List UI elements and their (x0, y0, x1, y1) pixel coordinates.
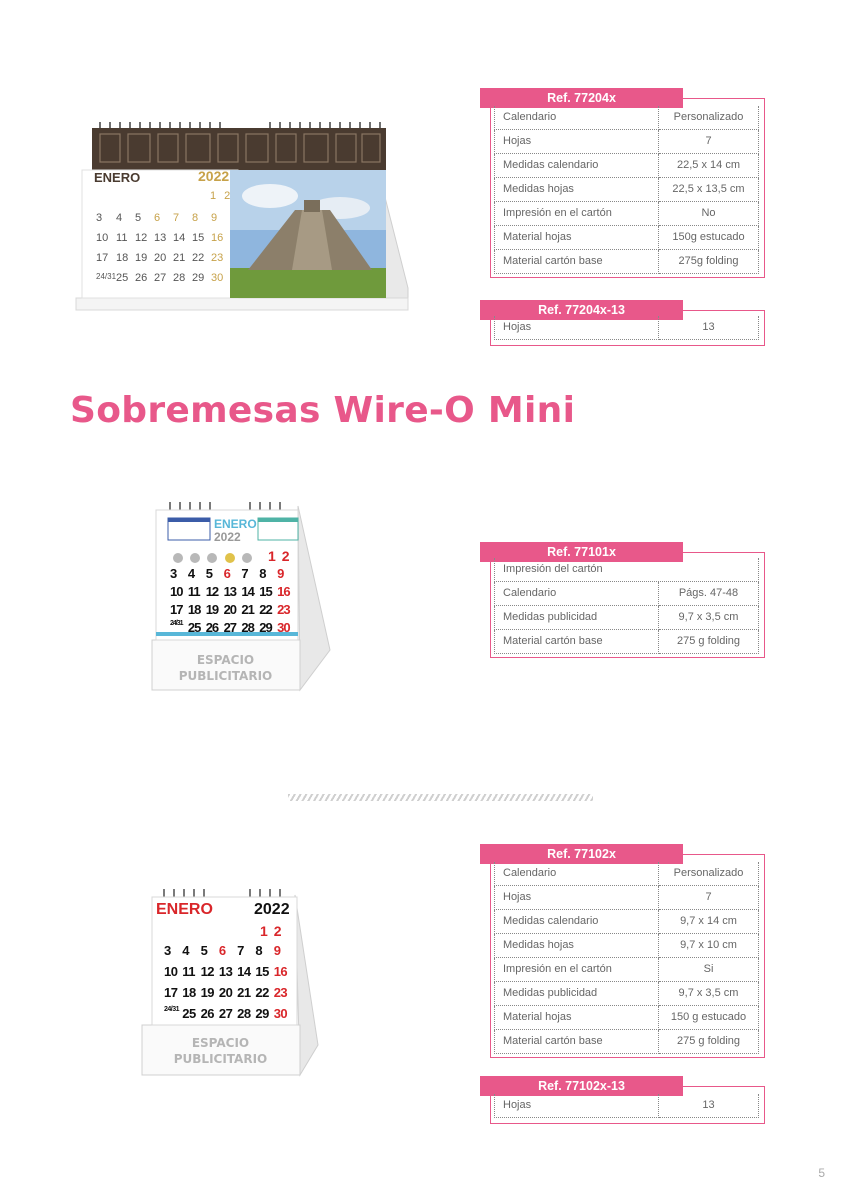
calendar-month: ENERO (94, 170, 141, 185)
spec-label: Material cartón base (494, 630, 659, 654)
day: 13 (154, 232, 167, 244)
day: 4 (182, 943, 190, 958)
day: 28 (241, 620, 254, 635)
day: 15 (259, 584, 272, 599)
spec-ref-label: Ref. 77102x (480, 844, 683, 864)
spec-rows (494, 1094, 759, 1118)
spec-row (494, 130, 759, 154)
day: 30 (273, 1006, 288, 1021)
calendar-days-grid (164, 943, 292, 1021)
day: 15 (192, 232, 205, 244)
spec-rows (494, 106, 759, 274)
day-merged: 24/31 (164, 1006, 180, 1013)
day: 22 (259, 602, 272, 617)
day: 26 (135, 272, 148, 284)
spec-label: Calendario (494, 582, 659, 606)
day-merged: 24/31 (96, 272, 117, 281)
spec-value: 150 g estucado (659, 1006, 759, 1030)
spec-value: 13 (659, 316, 759, 340)
spec-row (494, 934, 759, 958)
day: 11 (116, 232, 128, 244)
spec-label: Impresión en el cartón (494, 202, 659, 226)
spec-value: 9,7 x 10 cm (659, 934, 759, 958)
spec-value: 7 (659, 886, 759, 910)
spec-row (494, 202, 759, 226)
spec-table-77204x (480, 88, 765, 278)
spec-value: 13 (659, 1094, 759, 1118)
day: 12 (205, 584, 219, 599)
spec-rows (494, 316, 759, 340)
ad-line-2: PUBLICITARIO (173, 1052, 268, 1066)
spec-table-77102x-13 (480, 1076, 765, 1124)
day: 12 (200, 964, 215, 979)
day: 20 (154, 252, 167, 264)
day: 26 (200, 1006, 215, 1021)
day: 5 (205, 566, 212, 581)
day: 29 (192, 272, 205, 284)
day: 10 (96, 232, 109, 244)
day: 9 (211, 212, 218, 224)
spec-row (494, 178, 759, 202)
spec-label: Medidas hojas (494, 178, 659, 202)
spec-row (494, 226, 759, 250)
calendar-year: 2022 (214, 530, 241, 544)
day: 30 (277, 620, 290, 635)
spec-label: Hojas (494, 316, 659, 340)
day: 13 (223, 584, 237, 599)
day-merged: 24/31 (170, 620, 183, 627)
spec-row (494, 886, 759, 910)
spec-label: Hojas (494, 886, 659, 910)
spec-value: Personalizado (659, 106, 759, 130)
day: 27 (154, 272, 167, 284)
day: 23 (273, 985, 288, 1000)
day-1: 1 (268, 548, 276, 564)
spec-value: No (659, 202, 759, 226)
spec-label: Material hojas (494, 226, 659, 250)
day: 4 (116, 212, 123, 224)
day: 16 (277, 584, 290, 599)
section-divider (288, 794, 593, 801)
day: 14 (241, 584, 254, 599)
day: 9 (273, 943, 281, 958)
day: 14 (237, 964, 251, 979)
calendar-days-row-1 (260, 923, 282, 939)
calendar-month: ENERO (214, 517, 257, 531)
spec-row (494, 630, 759, 654)
day: 28 (237, 1006, 251, 1021)
day-2: 2 (281, 548, 290, 564)
day: 8 (255, 943, 263, 958)
spec-label: Material cartón base (494, 250, 659, 274)
day: 19 (135, 252, 148, 264)
day: 21 (241, 602, 254, 617)
day: 16 (211, 232, 224, 244)
day: 23 (211, 252, 224, 264)
calendar-year: 2022 (254, 901, 290, 918)
advertising-space-label (148, 1035, 293, 1067)
spec-label: Hojas (494, 1094, 659, 1118)
spec-row (494, 316, 759, 340)
day: 11 (187, 584, 200, 599)
spec-row (494, 582, 759, 606)
spec-table-77102x (480, 844, 765, 1058)
spec-ref-label: Ref. 77101x (480, 542, 683, 562)
day: 6 (154, 212, 161, 224)
day: 25 (116, 272, 129, 284)
calendar-days-grid (170, 566, 295, 635)
day: 22 (255, 985, 269, 1000)
spec-row (494, 106, 759, 130)
spec-value: 275 g folding (659, 630, 759, 654)
day: 9 (277, 566, 284, 581)
spec-label: Medidas publicidad (494, 982, 659, 1006)
spec-value: 275g folding (659, 250, 759, 274)
calendar-days-row-1 (268, 548, 290, 564)
spec-label: Material cartón base (494, 1030, 659, 1054)
day: 7 (237, 943, 244, 958)
calendar-month: ENERO (156, 901, 213, 918)
page-number: 5 (818, 1166, 825, 1180)
advertising-space-label (158, 652, 293, 684)
day: 15 (255, 964, 269, 979)
day: 8 (192, 212, 199, 224)
day: 3 (164, 943, 171, 958)
day: 4 (187, 566, 195, 581)
spec-label: Medidas calendario (494, 910, 659, 934)
spec-label: Impresión en el cartón (494, 958, 659, 982)
day: 18 (187, 602, 201, 617)
day: 18 (182, 985, 196, 1000)
spec-label: Medidas calendario (494, 154, 659, 178)
spec-label: Material hojas (494, 1006, 659, 1030)
spec-row (494, 606, 759, 630)
day: 28 (173, 272, 186, 284)
day: 21 (173, 252, 186, 264)
spec-label: Impresión del cartón (494, 558, 759, 582)
spec-rows (494, 558, 759, 654)
spec-row (494, 862, 759, 886)
spec-row (494, 1006, 759, 1030)
spec-ref-label: Ref. 77102x-13 (480, 1076, 683, 1096)
day: 17 (170, 602, 183, 617)
day: 6 (223, 566, 230, 581)
day: 29 (259, 620, 272, 635)
section-title: Sobremesas Wire-O Mini (70, 390, 576, 431)
day: 27 (223, 620, 237, 635)
day: 10 (170, 584, 183, 599)
spec-value: 275 g folding (659, 1030, 759, 1054)
spec-label: Medidas hojas (494, 934, 659, 958)
day: 14 (173, 232, 186, 244)
day: 27 (218, 1006, 233, 1021)
spec-value: Si (659, 958, 759, 982)
calendar-year: 2022 (198, 168, 230, 184)
spec-label: Calendario (494, 862, 659, 886)
spec-ref-label: Ref. 77204x (480, 88, 683, 108)
day-2: 2 (224, 190, 231, 202)
day: 7 (173, 212, 180, 224)
day: 6 (218, 943, 226, 958)
day: 13 (218, 964, 233, 979)
day: 8 (259, 566, 266, 581)
spec-label: Medidas publicidad (494, 606, 659, 630)
spec-ref-label: Ref. 77204x-13 (480, 300, 683, 320)
day: 19 (205, 602, 219, 617)
ad-line-1: ESPACIO (196, 653, 255, 667)
spec-row (494, 154, 759, 178)
day: 25 (187, 620, 201, 635)
day: 22 (192, 252, 205, 264)
spec-row (494, 958, 759, 982)
spec-value: 22,5 x 13,5 cm (659, 178, 759, 202)
day: 11 (182, 964, 196, 979)
day-1: 1 (260, 923, 268, 939)
spec-value: 9,7 x 3,5 cm (659, 982, 759, 1006)
spec-value: 150g estucado (659, 226, 759, 250)
day: 20 (223, 602, 237, 617)
day: 25 (182, 1006, 196, 1021)
day: 29 (255, 1006, 269, 1021)
spec-row (494, 982, 759, 1006)
day: 3 (170, 566, 177, 581)
calendar-days-row-1 (210, 190, 230, 202)
spec-value: 7 (659, 130, 759, 154)
spec-value: 22,5 x 14 cm (659, 154, 759, 178)
day: 18 (116, 252, 129, 264)
day: 3 (96, 212, 103, 224)
day-2: 2 (273, 923, 282, 939)
day: 10 (164, 964, 178, 979)
spec-row (494, 910, 759, 934)
ad-line-1: ESPACIO (191, 1036, 250, 1050)
calendar-image-77101x (150, 500, 335, 695)
spec-rows (494, 862, 759, 1054)
calendar-image-77102x (140, 885, 320, 1080)
spec-label: Calendario (494, 106, 659, 130)
day: 17 (96, 252, 109, 264)
spec-label: Hojas (494, 130, 659, 154)
day: 12 (135, 232, 148, 244)
day: 30 (211, 272, 224, 284)
spec-value: Personalizado (659, 862, 759, 886)
spec-row (494, 250, 759, 274)
calendar-image-77204x (70, 118, 410, 318)
day: 5 (200, 943, 208, 958)
spec-value: 9,7 x 3,5 cm (659, 606, 759, 630)
spec-row (494, 1094, 759, 1118)
ad-line-2: PUBLICITARIO (178, 669, 273, 683)
day: 17 (164, 985, 178, 1000)
day: 23 (277, 602, 290, 617)
day: 5 (135, 212, 142, 224)
spec-row (494, 1030, 759, 1054)
spec-table-77204x-13 (480, 300, 765, 346)
spec-table-77101x (480, 542, 765, 658)
spec-value: Págs. 47-48 (659, 582, 759, 606)
day: 19 (200, 985, 215, 1000)
calendar-days-grid (96, 212, 230, 284)
day: 21 (237, 985, 251, 1000)
day: 7 (241, 566, 248, 581)
day-1: 1 (210, 190, 217, 202)
day: 16 (273, 964, 288, 979)
spec-row (494, 558, 759, 582)
day: 20 (218, 985, 233, 1000)
day: 26 (205, 620, 219, 635)
spec-value: 9,7 x 14 cm (659, 910, 759, 934)
